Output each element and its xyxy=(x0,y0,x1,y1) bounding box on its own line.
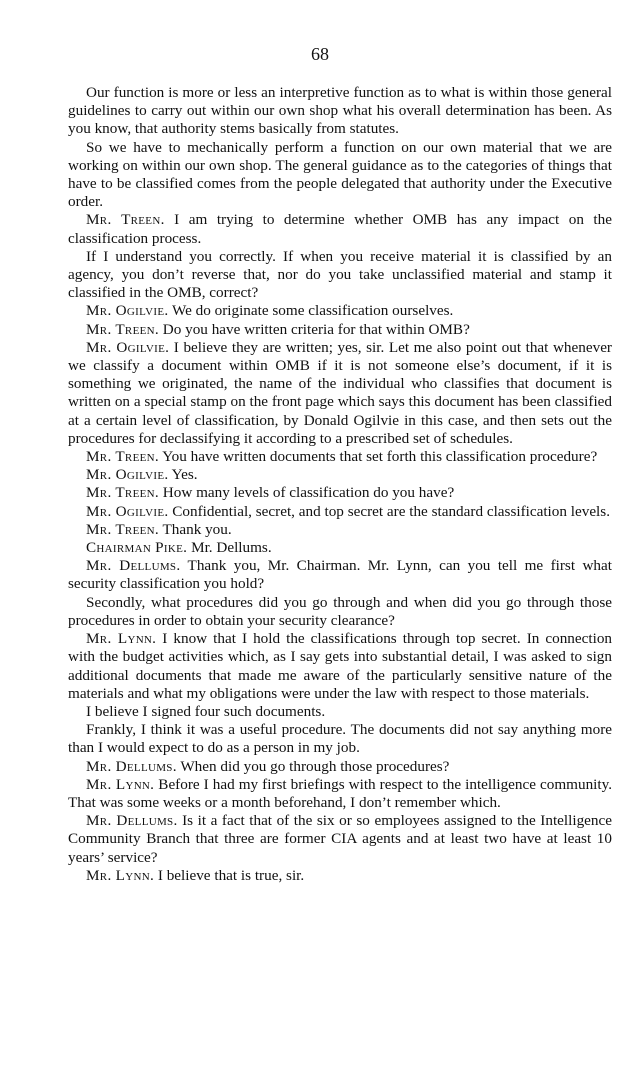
speaker-name: Chairman Pike. xyxy=(86,539,188,557)
paragraph-text: We do originate some classification ourselves. xyxy=(168,302,454,320)
paragraph xyxy=(68,867,612,885)
paragraph xyxy=(68,248,612,303)
paragraph xyxy=(68,448,612,466)
paragraph xyxy=(68,812,612,867)
paragraph-text: I believe that is true, sir. xyxy=(154,866,305,884)
paragraph-text: Thank you. xyxy=(158,520,232,538)
paragraph-text: How many levels of classification do you have? xyxy=(158,484,455,502)
paragraph xyxy=(68,594,612,630)
speaker-name: Mr. Treen. xyxy=(86,211,165,229)
hearing-transcript xyxy=(68,84,612,885)
paragraph-text: Our function is more or less an interpretive function as to what is within those general guidelines to carry out within our own shop what his overall determination has been. As you know, that authority stems basically from statutes. xyxy=(68,84,612,138)
speaker-name: Mr. Ogilvie. xyxy=(86,338,170,356)
paragraph xyxy=(68,703,612,721)
speaker-name: Mr. Ogilvie. xyxy=(86,302,169,320)
paragraph xyxy=(68,521,612,539)
speaker-name: Mr. Treen. xyxy=(86,520,159,538)
paragraph-text: I believe they are written; yes, sir. Let me also point out that whenever we classify a document within OMB if it is not someone else’s document, if it is something we originated, the name of the individual who classifies that document is written on a special stamp on the front page which says this document has been classified at a certain level of classification, by Donald Ogilvie in this case, and then sets out the procedures for declassifying it according to a prescribed set of schedules. xyxy=(68,338,612,447)
paragraph xyxy=(68,466,612,484)
paragraph xyxy=(68,84,612,139)
paragraph-text: Before I had my first briefings with respect to the intelligence community. That was some weeks or a month beforehand, I don’t remember which. xyxy=(68,775,612,811)
page-number: 68 xyxy=(311,44,329,64)
paragraph-text: I know that I hold the classifications through top secret. In connection with the budget activities which, as I say gets into substantial detail, I was asked to sign additional documents that made me aware of the particularly sensitive nature of the materials and what my obligations were under the law with respect to those materials. xyxy=(68,630,613,702)
paragraph xyxy=(68,630,612,703)
paragraph-text: You have written documents that set forth this classification procedure? xyxy=(158,448,598,466)
paragraph xyxy=(68,539,612,557)
paragraph-text: Is it a fact that of the six or so employees assigned to the Intelligence Community Branch that three are former CIA agents and at least two have at least 10 years’ service? xyxy=(68,812,612,866)
speaker-name: Mr. Lynn. xyxy=(86,866,155,884)
paragraph xyxy=(68,139,612,212)
speaker-name: Mr. Treen. xyxy=(86,484,159,502)
paragraph xyxy=(68,339,612,448)
paragraph-text: So we have to mechanically perform a function on our own material that we are working on within our own shop. The general guidance as to the categories of things that have to be classified comes from the people delegated that authority under the Executive order. xyxy=(68,138,612,211)
paragraph-text: I believe I signed four such documents. xyxy=(86,702,326,720)
paragraph-text: I am trying to determine whether OMB has any impact on the classification process. xyxy=(68,211,612,247)
paragraph xyxy=(68,302,612,320)
paragraph xyxy=(68,776,612,812)
paragraph-text: Mr. Dellums. xyxy=(187,539,272,557)
speaker-name: Mr. Ogilvie. xyxy=(86,466,169,484)
paragraph-text: Secondly, what procedures did you go through and when did you go through those procedures in order to obtain your security clearance? xyxy=(68,593,612,629)
paragraph xyxy=(68,484,612,502)
paragraph-text: Thank you, Mr. Chairman. Mr. Lynn, can you tell me first what security classification you hold? xyxy=(68,557,612,593)
paragraph-text: Confidential, secret, and top secret are the standard classification levels. xyxy=(168,502,610,520)
paragraph-text: Yes. xyxy=(168,466,198,484)
speaker-name: Mr. Dellums. xyxy=(86,557,181,575)
speaker-name: Mr. Treen. xyxy=(86,320,159,338)
paragraph-text: If I understand you correctly. If when you receive material it is classified by an agency, you don’t reverse that, nor do you take unclassified material and stamp it classified in the OMB, correct? xyxy=(68,247,612,302)
paragraph xyxy=(68,557,612,593)
speaker-name: Mr. Dellums. xyxy=(86,757,177,775)
paragraph xyxy=(68,721,612,757)
speaker-name: Mr. Lynn. xyxy=(86,630,157,648)
paragraph-text: Do you have written criteria for that within OMB? xyxy=(158,320,470,338)
speaker-name: Mr. Dellums. xyxy=(86,812,178,830)
speaker-name: Mr. Ogilvie. xyxy=(86,502,169,520)
speaker-name: Mr. Treen. xyxy=(86,448,159,466)
paragraph xyxy=(68,503,612,521)
speaker-name: Mr. Lynn. xyxy=(86,775,155,793)
paragraph-text: Frankly, I think it was a useful procedure. The documents did not say anything more than I would expect to do as a person in my job. xyxy=(68,721,612,757)
paragraph xyxy=(68,758,612,776)
paragraph xyxy=(68,211,612,247)
paragraph xyxy=(68,321,612,339)
paragraph-text: When did you go through those procedures? xyxy=(176,757,450,775)
